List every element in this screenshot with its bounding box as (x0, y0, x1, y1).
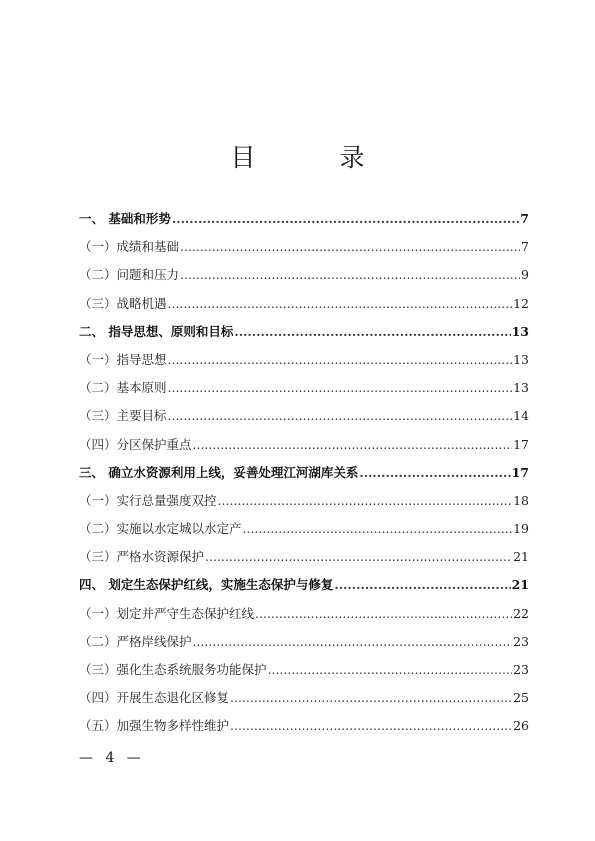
toc-entry-page: 25 (513, 690, 529, 706)
toc-entry-label: （一）实行总量强度双控 (79, 492, 217, 508)
toc-entry-label: （四）分区保护重点 (79, 436, 192, 452)
toc-leader-dots (243, 515, 513, 543)
toc-section-entry[interactable] (79, 628, 529, 656)
toc-entry-page: 9 (521, 267, 529, 283)
toc-leader-dots (255, 600, 512, 628)
toc-entry-label: （三）强化生态系统服务功能保护 (79, 662, 267, 677)
toc-leader-dots (268, 656, 513, 684)
toc-entry-label: （四）开展生态退化区修复 (79, 690, 230, 706)
toc-section-entry[interactable] (79, 374, 529, 402)
toc-entry-label: （二）基本原则 (79, 380, 167, 396)
toc-entry-label: （二）实施以水定城以水定产 (79, 521, 242, 537)
toc-entry-label: （二）问题和压力 (79, 267, 180, 283)
toc-entry-page: 7 (521, 239, 529, 255)
toc-section-entry[interactable] (79, 543, 529, 571)
toc-section-entry[interactable] (79, 233, 529, 261)
toc-leader-dots (205, 543, 512, 571)
toc-entry-page: 22 (513, 605, 529, 621)
toc-entry-label: （五）加强生物多样性维护 (79, 718, 230, 734)
toc-leader-dots (193, 431, 513, 459)
toc-section-entry[interactable] (79, 684, 529, 712)
toc-entry-label: （三）严格水资源保护 (79, 549, 205, 565)
toc-leader-dots (193, 628, 513, 656)
toc-section-entry[interactable] (79, 290, 529, 318)
toc-leader-dots (218, 487, 513, 515)
toc-entry-label: （一）指导思想 (79, 351, 167, 367)
toc-entry-page: 19 (513, 521, 529, 537)
toc-entry-label: 四、 划定生态保护红线，实施生态保护与修复 (79, 577, 334, 593)
page-number: — 4 — (79, 750, 145, 766)
toc-chapter-entry[interactable] (79, 459, 529, 487)
toc-leader-dots (334, 571, 510, 599)
toc-entry-page: 23 (513, 633, 529, 649)
toc-leader-dots (234, 318, 510, 346)
toc-leader-dots (230, 684, 512, 712)
toc-entry-label: （一）划定并严守生态保护红线 (79, 605, 255, 621)
toc-entry-page: 23 (513, 662, 529, 677)
toc-leader-dots (168, 374, 513, 402)
toc-section-entry[interactable] (79, 600, 529, 628)
toc-chapter-entry[interactable] (79, 571, 529, 599)
toc-entry-page: 14 (513, 408, 529, 424)
toc-entry-page: 26 (513, 718, 529, 734)
toc-entry-label: （二）严格岸线保护 (79, 633, 192, 649)
toc-chapter-entry[interactable] (79, 205, 529, 233)
toc-entry-page: 13 (513, 351, 529, 367)
toc-entry-page: 7 (520, 211, 529, 226)
toc-entry-label: （三）战略机遇 (79, 295, 167, 311)
page-title: 目 录 (230, 143, 403, 172)
toc-leader-dots (180, 261, 520, 289)
toc-entry-page: 18 (513, 492, 529, 508)
toc-entry-label: 三、 确立水资源利用上线，妥善处理江河湖库关系 (79, 464, 359, 480)
toc-section-entry[interactable] (79, 515, 529, 543)
toc-leader-dots (168, 346, 513, 374)
toc-entry-page: 17 (513, 436, 529, 452)
toc-leader-dots (168, 290, 513, 318)
toc-entry-page: 13 (513, 380, 529, 396)
toc-leader-dots (168, 402, 513, 430)
toc-chapter-entry[interactable] (79, 318, 529, 346)
toc-section-entry[interactable] (79, 712, 529, 740)
toc-section-entry[interactable] (79, 402, 529, 430)
toc-leader-dots (359, 459, 510, 487)
toc-section-entry[interactable] (79, 656, 529, 684)
toc-entry-label: 二、 指导思想、原则和目标 (79, 323, 234, 339)
toc-section-entry[interactable] (79, 346, 529, 374)
toc-leader-dots (180, 233, 520, 261)
table-of-contents (79, 205, 529, 741)
toc-entry-page: 17 (511, 464, 529, 480)
toc-entry-label: （三）主要目标 (79, 408, 167, 424)
toc-leader-dots (172, 205, 519, 233)
toc-entry-page: 21 (513, 549, 529, 565)
toc-entry-label: 一、 基础和形势 (79, 211, 171, 226)
toc-leader-dots (230, 712, 512, 740)
toc-entry-page: 13 (511, 323, 529, 339)
toc-section-entry[interactable] (79, 261, 529, 289)
toc-entry-page: 12 (513, 295, 529, 311)
toc-entry-label: （一）成绩和基础 (79, 239, 180, 255)
toc-entry-page: 21 (511, 577, 529, 593)
toc-section-entry[interactable] (79, 431, 529, 459)
toc-section-entry[interactable] (79, 487, 529, 515)
